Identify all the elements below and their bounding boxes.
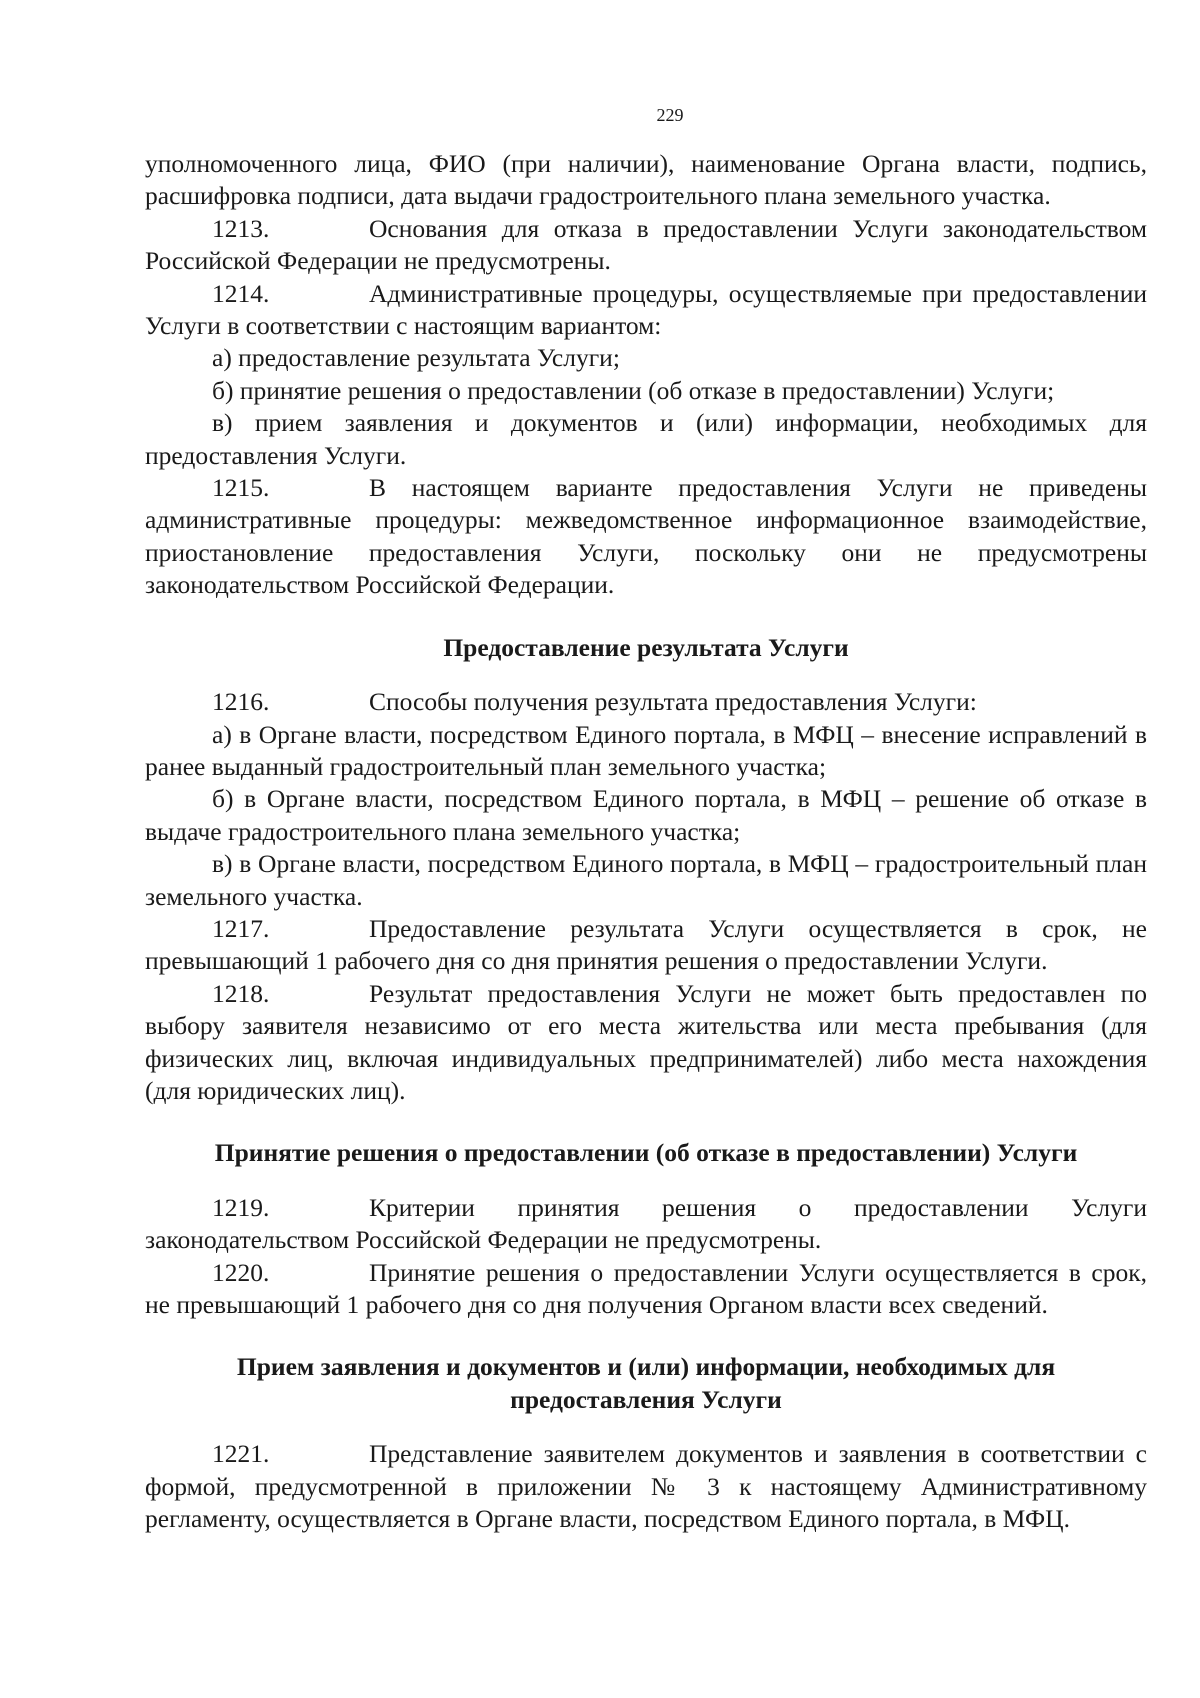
section-heading-intake-line1: Прием заявления и документов и (или) информации, необходимых для: [236, 1352, 1056, 1382]
paragraph-text: Основания для отказа в предоставлении Услуги законодательством Российской Федерации не предусмотрены.: [145, 213, 1147, 276]
paragraph-text: в) в Органе власти, посредством Единого портала, в МФЦ – градостроительный план земельного участка.: [145, 849, 1147, 911]
paragraph-number: 1213.: [212, 213, 270, 243]
section-result: [145, 686, 1147, 1107]
paragraph-number: 1220.: [212, 1257, 270, 1287]
numbered-paragraph: [145, 278, 1147, 343]
list-item: [145, 375, 1147, 407]
paragraph-text: Предоставление результата Услуги осуществляется в срок, не превышающий 1 рабочего дня со дня принятия решения о предоставлении Услуги.: [145, 913, 1147, 976]
paragraph-number: 1215.: [212, 473, 270, 503]
list-item: [145, 783, 1147, 848]
numbered-paragraph: [145, 978, 1147, 1108]
paragraph-text: Административные процедуры, осуществляемые при предоставлении Услуги в соответствии с настоящим вариантом:: [145, 278, 1147, 341]
numbered-paragraph: [145, 1438, 1147, 1535]
section-heading-intake: [145, 1351, 1147, 1416]
numbered-paragraph: [145, 1257, 1147, 1322]
paragraph: [145, 148, 1147, 213]
section-heading-decision: Принятие решения о предоставлении (об отказе в предоставлении) Услуги: [214, 1138, 1078, 1168]
section-top: [145, 148, 1147, 602]
paragraph-text: уполномоченного лица, ФИО (при наличии), наименование Органа власти, подпись, расшифровка подписи, дата выдачи градостроительного плана земельного участка.: [145, 149, 1147, 211]
list-item: [145, 342, 1147, 374]
paragraph-text: Критерии принятия решения о предоставлении Услуги законодательством Российской Федерации не предусмотрены.: [145, 1192, 1147, 1255]
page-number: 229: [656, 105, 684, 125]
numbered-paragraph: [145, 213, 1147, 278]
paragraph-text: Принятие решения о предоставлении Услуги осуществляется в срок, не превышающий 1 рабочего дня со дня получения Органом власти всех сведений.: [145, 1257, 1147, 1319]
paragraph-number: 1221.: [212, 1439, 270, 1469]
section-heading-result: Предоставление результата Услуги: [443, 632, 849, 662]
list-item: [145, 407, 1147, 472]
numbered-paragraph: [145, 913, 1147, 978]
list-item: [145, 848, 1147, 913]
paragraph-text: Способы получения результата предоставления Услуги:: [369, 687, 977, 717]
paragraph-number: 1216.: [212, 687, 270, 717]
paragraph-number: 1218.: [212, 978, 270, 1008]
paragraph-number: 1217.: [212, 913, 270, 943]
numbered-paragraph: [145, 686, 1147, 718]
section-intake: [145, 1438, 1147, 1535]
paragraph-text: В настоящем варианте предоставления Услуги не приведены административные процедуры: межведомственное информационное взаимодействие, приостановление предоставления Услуги, поскольку они не предусмотрены законодательством Российской Федерации.: [145, 473, 1147, 600]
paragraph-text: б) принятие решения о предоставлении (об отказе в предоставлении) Услуги;: [212, 375, 1055, 405]
section-heading-intake-line2: предоставления Услуги: [510, 1384, 782, 1414]
paragraph-text: Представление заявителем документов и заявления в соответствии с формой, предусмотренной в приложении № 3 к настоящему Административному регламенту, осуществляется в Органе власти, посредством Единого портала, в МФЦ.: [145, 1439, 1147, 1534]
paragraph-number: 1219.: [212, 1192, 270, 1222]
paragraph-text: Результат предоставления Услуги не может быть предоставлен по выбору заявителя независимо от его места жительства или места пребывания (для физических лиц, включая индивидуальных предпринимателей) либо места нахождения (для юридических лиц).: [145, 978, 1147, 1105]
numbered-paragraph: [145, 1192, 1147, 1257]
list-item: [145, 719, 1147, 784]
paragraph-number: 1214.: [212, 278, 270, 308]
document-page: [145, 104, 1147, 1535]
numbered-paragraph: [145, 472, 1147, 602]
paragraph-text: а) предоставление результата Услуги;: [212, 343, 620, 373]
paragraph-text: а) в Органе власти, посредством Единого портала, в МФЦ – внесение исправлений в ранее выданный градостроительный план земельного участка;: [145, 719, 1147, 781]
paragraph-text: б) в Органе власти, посредством Единого портала, в МФЦ – решение об отказе в выдаче градостроительного плана земельного участка;: [145, 784, 1147, 846]
section-decision: [145, 1192, 1147, 1322]
paragraph-text: в) прием заявления и документов и (или) информации, необходимых для предоставления Услуги.: [145, 408, 1147, 470]
